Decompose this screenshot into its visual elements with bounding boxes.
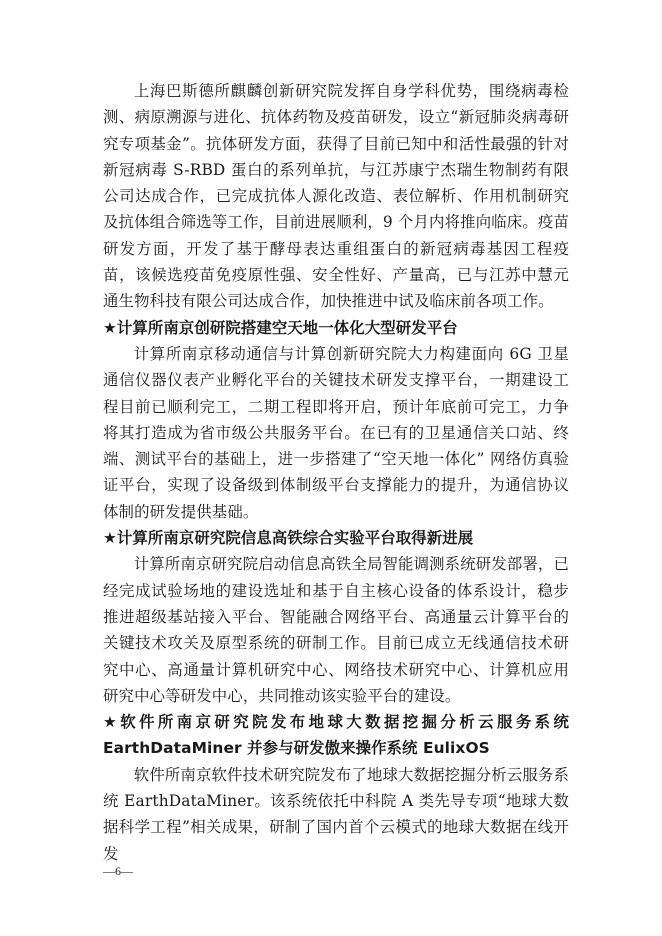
section-heading-ict-nanjing-innovation: [103, 315, 569, 341]
section-heading-iscas-nanjing: [103, 709, 569, 762]
star-icon: ★: [103, 529, 117, 548]
section-heading-ict-nanjing-rail: [103, 525, 569, 551]
paragraph-ict-nanjing-innovation: 计算所南京移动通信与计算创新研究院大力构建面向 6G 卫星通信仪器仪表产业孵化平台的关键技术研发支撑平台，一期建设工程目前已顺利完工，二期工程即将开启，预计年底前可完工，力争将其打造成为省市级公共服务平台。在已有的卫星通信关口站、终端、测试平台的基础上，进一步搭建了“空天地一体化” 网络仿真验证平台，实现了设备级到体制级平台支撑能力的提升，为通信协议体制的研发提供基础。: [103, 344, 569, 521]
document-page: [103, 78, 569, 867]
paragraph-ict-nanjing-rail: 计算所南京研究院启动信息高铁全局智能调测系统研发部署，已经完成试验场地的建设选址和基于自主核心设备的体系设计，稳步推进超级基站接入平台、智能融合网络平台、高通量云计算平台的关键技术攻关及原型系统的研制工作。目前已成立无线通信技术研究中心、高通量计算机研究中心、网络技术研究中心、计算机应用研究中心等研发中心，共同推动该实验平台的建设。: [103, 555, 569, 705]
page-number: —6—: [103, 864, 133, 878]
star-icon: ★: [103, 713, 121, 732]
paragraph-iscas-nanjing: 软件所南京软件技术研究院发布了地球大数据挖掘分析云服务系统 EarthDataMiner。该系统依托中科院 A 类先导专项“地球大数据科学工程”相关成果，研制了国内首个云模式的地球大数据在线开发: [103, 765, 569, 863]
paragraph-pasteur-institute: 上海巴斯德所麒麟创新研究院发挥自身学科优势，围绕病毒检测、病原溯源与进化、抗体药物及疫苗研发，设立“新冠肺炎病毒研究专项基金”。抗体研发方面，获得了目前已知中和活性最强的针对新冠病毒 S-RBD 蛋白的系列单抗，与江苏康宁杰瑞生物制药有限公司达成合作，已完成抗体人源化改造、表位解析、作用机制研究及抗体组合筛选等工作，目前进展顺利，9 个月内将推向临床。疫苗研发方面，开发了基于酵母表达重组蛋白的新冠病毒基因工程疫苗，该候选疫苗免疫原性强、安全性好、产量高，已与江苏中慧元通生物科技有限公司达成合作，加快推进中试及临床前各项工作。: [103, 82, 569, 311]
section-heading-text: 计算所南京研究院信息高铁综合实验平台取得新进展: [116, 529, 474, 548]
section-heading-text: 软件所南京研究院发布地球大数据挖掘分析云服务系统 EarthDataMiner 并参与研发傲来操作系统 EulixOS: [103, 713, 569, 758]
star-icon: ★: [103, 318, 117, 337]
section-heading-text: 计算所南京创研院搭建空天地一体化大型研发平台: [116, 318, 458, 337]
